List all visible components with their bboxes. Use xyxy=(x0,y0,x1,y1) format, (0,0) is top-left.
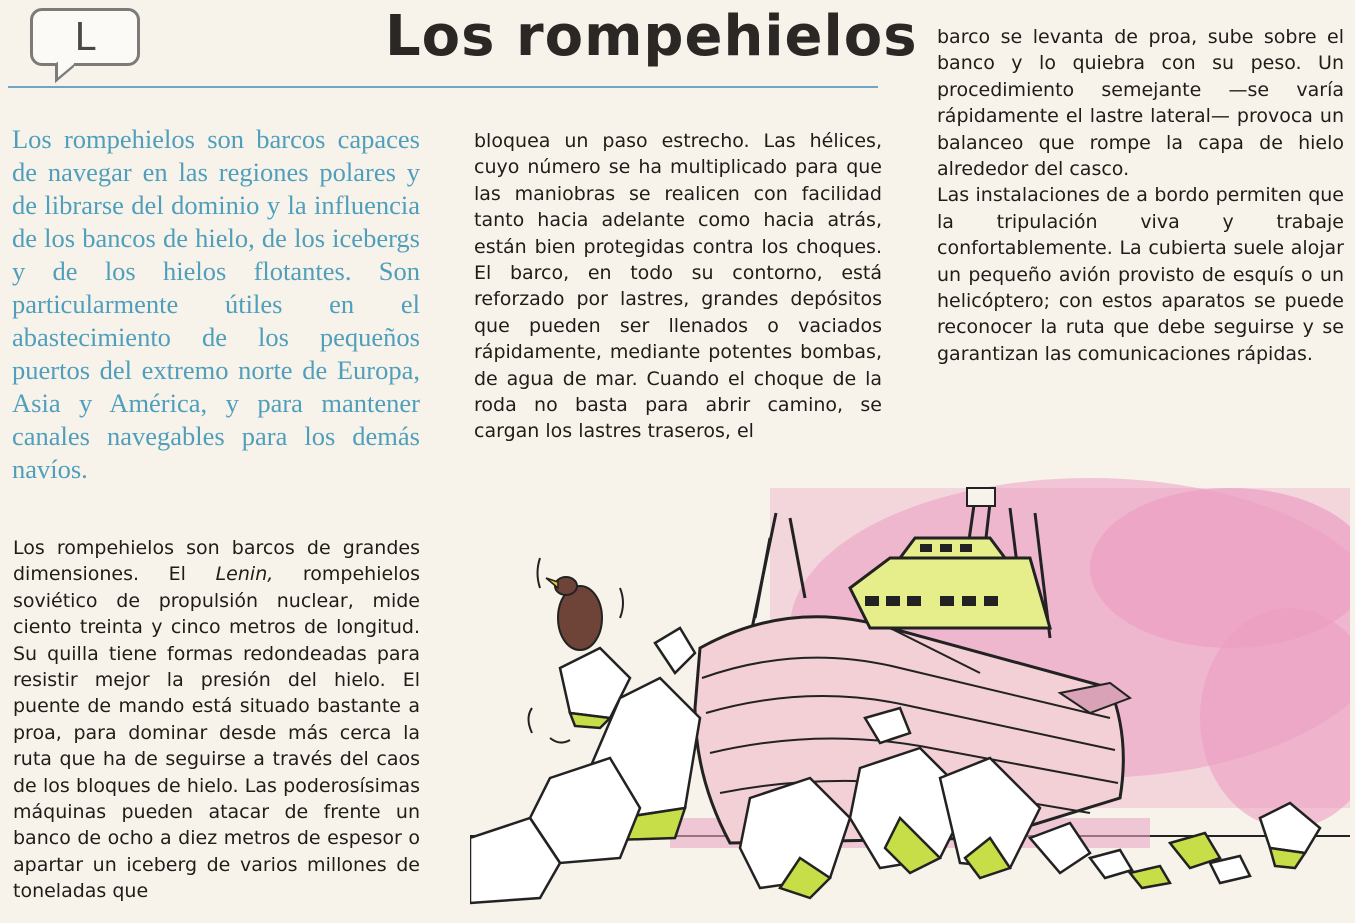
title-underline xyxy=(8,86,878,88)
ship-name: Lenin, xyxy=(215,563,274,586)
column-1-text-end: rompehielos soviético de propulsión nuclear, mide ciento treinta y cinco metros de longitud. Su quilla tiene formas redondeadas para resistir mejor la presión del hielo. El puente de mando está situado bastante a proa, para dominar desde más cerca la ruta que ha de seguirse a través del caos de los bloques de hielo. Las poderosísimas máquinas pueden atacar de frente un banco de ocho a diez metros de espesor o apartar un iceberg de varios millones de toneladas que xyxy=(13,563,420,903)
page-title: Los rompehielos xyxy=(385,4,918,69)
column-3-paragraph-2: Las instalaciones de a bordo permiten que la tripulación viva y trabaje confortablemente. La cubierta suele alojar un pequeño avión provisto de esquís o un helicóptero; con estos aparatos se puede reconocer la ruta que debe seguirse y se garantizan las comunicaciones rápidas. xyxy=(937,184,1344,365)
icebreaker-illustration xyxy=(470,478,1350,908)
section-letter: L xyxy=(74,15,96,59)
column-1-text-start: Los rompehielos son barcos de grandes dimensiones. El xyxy=(13,537,420,586)
column-2-paragraph: bloquea un paso estrecho. Las hélices, cuyo número se ha multiplicado para que las maniobras se realicen con facilidad tanto hacia adelante como hacia atrás, están bien protegidas contra los choques. El barco, en todo su contorno, está reforzado por lastres, grandes depósitos que pueden ser llenados o vaciados rápidamente, mediante potentes bombas, de agua de mar. Cuando el choque de la roda no basta para abrir camino, se cargan los lastres traseros, el xyxy=(474,130,882,443)
column-1-paragraph xyxy=(13,535,420,905)
penguin xyxy=(546,577,602,650)
section-letter-tab xyxy=(30,8,140,66)
mast-flag xyxy=(967,488,995,506)
text-column-3 xyxy=(937,24,1344,367)
column-3-paragraph-1: barco se levanta de proa, sube sobre el banco y lo quiebra con su peso. Un procedimiento semejante —se varía rápidamente el lastre lateral— provoca un balanceo que rompe la capa de hielo alrededor del casco. xyxy=(937,26,1344,181)
text-column-2 xyxy=(474,128,882,445)
text-column-1 xyxy=(13,535,420,905)
lead-paragraph: Los rompehielos son barcos capaces de navegar en las regiones polares y de librarse del dominio y la influencia de los bancos de hielo, de los icebergs y de los hielos flotantes. Son particularmente útiles en el abastecimiento de los pequeños puertos del extremo norte de Europa, Asia y América, y para mantener canales navegables para los demás navíos. xyxy=(12,124,420,484)
